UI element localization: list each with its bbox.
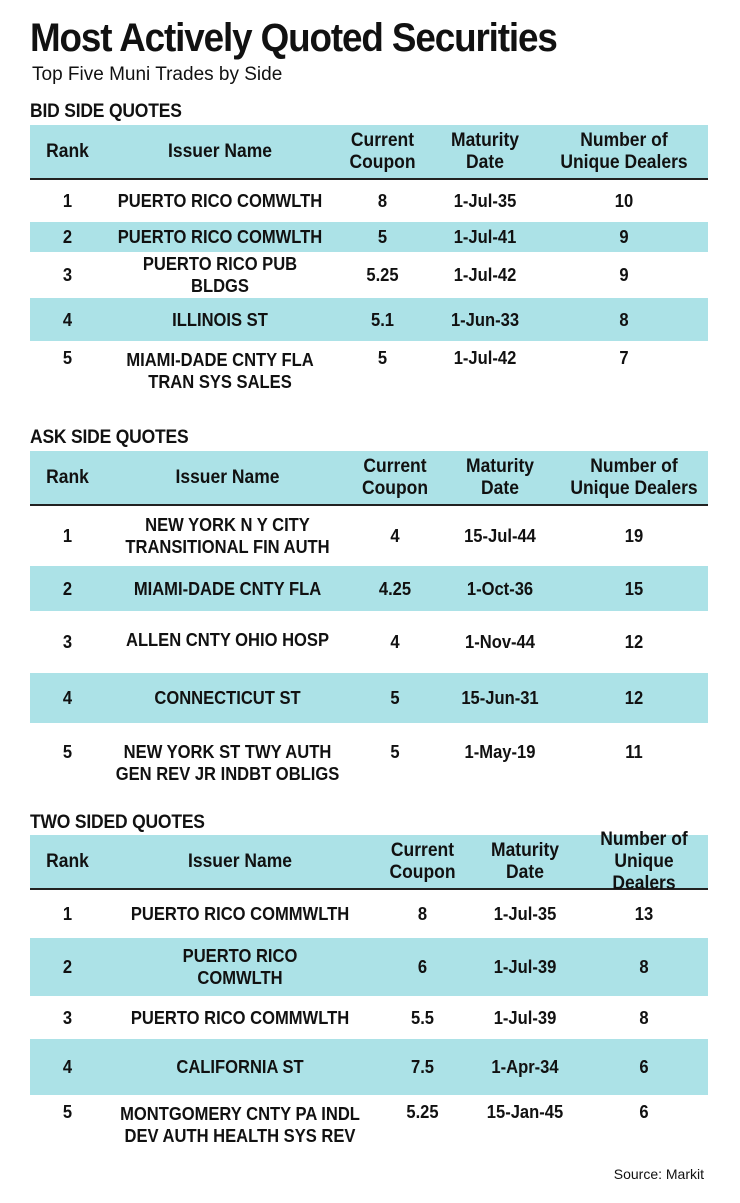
rank-cell: 3 [62,265,73,285]
maturity-cell: 1-Nov-44 [465,632,535,652]
table-row [30,1095,708,1155]
coupon-cell: 8 [417,904,428,924]
issuer-cell: PUERTO RICO COMMWLTH [130,904,350,924]
rank-cell: 1 [62,526,73,546]
dealers-cell: 12 [624,632,644,652]
table-row [30,341,708,401]
issuer-cell: NEW YORK ST TWY AUTH GEN REV JR INDBT OBLIGS [115,742,340,784]
table-header [30,125,708,180]
coupon-cell: 5 [390,742,400,762]
rank-cell: 5 [62,742,73,762]
maturity-cell: 15-Jun-31 [461,688,539,708]
coupon-cell: 5 [377,348,388,368]
issuer-cell: PUERTO RICO COMWLTH [117,227,323,247]
issuer-cell: PUERTO RICO COMWLTH [182,946,298,988]
maturity-cell: 1-Jul-39 [493,1007,557,1028]
table-header [30,828,708,894]
dealers-cell: 9 [619,265,629,285]
source-note: Source: Markit [613,1166,704,1182]
ask-side-table [30,451,708,796]
coupon-cell: 5.25 [406,1102,439,1122]
dealers-cell: 8 [639,957,649,977]
maturity-cell: 1-Jul-35 [493,904,557,924]
dealers-cell: 6 [639,1102,649,1122]
table-row [30,1039,708,1095]
maturity-cell: 1-Oct-36 [466,578,534,599]
rank-header: Rank [46,140,89,162]
table-row [30,222,708,252]
issuer-cell: MONTGOMERY CNTY PA INDL DEV AUTH HEALTH SYS REV [120,1104,360,1146]
table-row [30,996,708,1039]
dealers-cell: 8 [639,1007,649,1028]
dealers-header: Number of Unique Dealers [560,129,688,173]
dealers-cell: 12 [624,688,644,708]
page-subtitle: Top Five Muni Trades by Side [32,64,283,85]
two-sided-table [30,828,708,1155]
bid-side-title: BID SIDE QUOTES [30,101,182,122]
maturity-cell: 1-Jul-35 [453,191,517,211]
dealers-header: Number of Unique Dealers [570,455,698,499]
maturity-cell: 1-Jul-41 [453,227,517,247]
table-row [30,938,708,996]
maturity-header: Maturity Date [466,455,534,499]
issuer-cell: MIAMI-DADE CNTY FLA [133,578,322,599]
coupon-cell: 8 [377,191,388,211]
maturity-cell: 1-Jun-33 [450,309,520,330]
dealers-cell: 8 [619,309,629,330]
maturity-cell: 1-Jul-42 [453,348,517,368]
maturity-cell: 1-Jul-39 [493,957,557,977]
coupon-cell: 5.1 [370,309,395,330]
rank-cell: 4 [62,309,73,330]
coupon-cell: 5.25 [366,265,399,285]
dealers-cell: 6 [639,1057,649,1077]
coupon-cell: 5 [377,227,388,247]
issuer-cell: CONNECTICUT ST [154,688,301,708]
dealers-header: Number of Unique Dealers [600,828,688,894]
coupon-cell: 4 [390,526,400,546]
issuer-cell: CALIFORNIA ST [176,1057,304,1077]
dealers-cell: 10 [614,191,634,211]
bid-side-table [30,125,708,405]
issuer-cell: PUERTO RICO PUB BLDGS [142,254,298,296]
table-row [30,298,708,341]
issuer-header: Issuer Name [188,850,292,872]
coupon-cell: 4.25 [378,578,412,599]
table-row [30,673,708,723]
rank-cell: 2 [62,957,73,977]
maturity-header: Maturity Date [491,839,559,883]
maturity-cell: 15-Jul-44 [464,526,536,546]
table-header [30,451,708,506]
table-row [30,180,708,222]
rank-cell: 3 [62,1007,73,1028]
dealers-cell: 13 [634,904,654,924]
rank-header: Rank [46,850,89,872]
ask-side-title: ASK SIDE QUOTES [30,427,189,448]
maturity-cell: 1-Apr-34 [491,1057,559,1077]
coupon-cell: 7.5 [410,1057,435,1077]
dealers-cell: 11 [625,742,643,762]
issuer-cell: MIAMI-DADE CNTY FLA TRAN SYS SALES [126,350,314,392]
rank-cell: 3 [62,632,73,652]
dealers-cell: 19 [624,526,644,546]
page-title: Most Actively Quoted Securities [30,16,557,60]
maturity-cell: 1-Jul-42 [453,265,517,285]
issuer-cell: PUERTO RICO COMWLTH [117,191,323,211]
rank-cell: 1 [62,191,73,211]
rank-cell: 4 [62,1057,73,1077]
coupon-cell: 4 [390,632,400,652]
rank-cell: 5 [62,348,73,368]
rank-cell: 2 [62,227,73,247]
table-row [30,252,708,298]
table-row [30,566,708,611]
coupon-cell: 5.5 [410,1007,435,1028]
dealers-cell: 9 [619,227,629,247]
maturity-cell: 1-May-19 [464,742,536,762]
maturity-header: Maturity Date [451,129,519,173]
issuer-cell: ILLINOIS ST [172,309,268,330]
issuer-header: Issuer Name [168,140,272,162]
coupon-header: Current Coupon [349,129,416,173]
coupon-header: Current Coupon [389,839,456,883]
issuer-cell: ALLEN CNTY OHIO HOSP [125,630,330,650]
table-row [30,506,708,566]
issuer-cell: NEW YORK N Y CITY TRANSITIONAL FIN AUTH [125,515,330,557]
rank-cell: 5 [62,1102,73,1122]
table-row [30,723,708,793]
table-row [30,611,708,673]
dealers-cell: 15 [624,578,644,599]
coupon-cell: 6 [417,957,428,977]
coupon-cell: 5 [390,688,400,708]
coupon-header: Current Coupon [361,455,429,499]
dealers-cell: 7 [619,348,629,368]
table-row [30,890,708,938]
issuer-cell: PUERTO RICO COMMWLTH [130,1007,350,1028]
rank-header: Rank [46,466,89,488]
maturity-cell: 15-Jan-45 [486,1102,564,1122]
issuer-header: Issuer Name [175,466,280,488]
rank-cell: 4 [62,688,73,708]
rank-cell: 1 [62,904,73,924]
two-sided-title: TWO SIDED QUOTES [30,812,205,833]
rank-cell: 2 [62,578,73,599]
